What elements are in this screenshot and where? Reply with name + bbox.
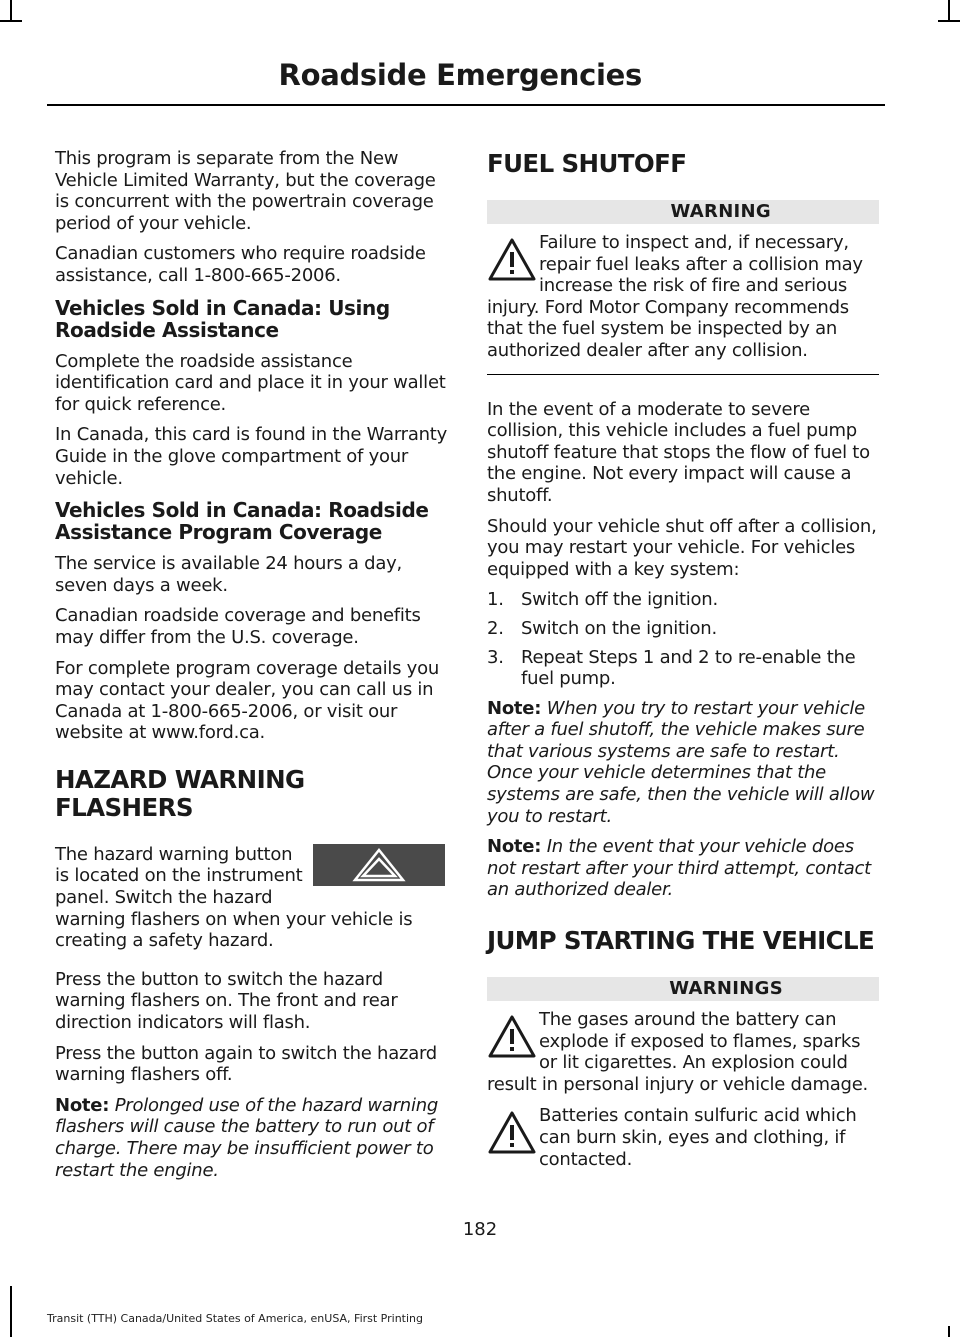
note-text: Prolonged use of the hazard warning flashers will cause the battery to run out of charge. There may be insufficient power to restart the engine. [55, 1094, 439, 1181]
crop-mark-top-right [948, 0, 950, 22]
paragraph-with-icon [55, 844, 447, 952]
page-number: 182 [462, 1219, 498, 1240]
crop-mark-bottom-right [948, 1326, 950, 1337]
crop-mark-bottom-left [10, 1286, 12, 1337]
list-item: 3. Repeat Steps 1 and 2 to re-enable the fuel pump. [487, 646, 856, 690]
section-heading: Vehicles Sold in Canada: Using Roadside Assistance [55, 295, 390, 342]
paragraph-text: The hazard warning button is located on the instrument panel. Switch the hazard warning flashers on when your vehicle is creating a safety hazard. [55, 843, 413, 952]
steps-list [487, 589, 879, 689]
warnings-header: WARNINGS [487, 977, 879, 1001]
chapter-heading: HAZARD WARNING FLASHERS [55, 764, 305, 822]
paragraph: Canadian roadside coverage and benefits may differ from the U.S. coverage. [55, 605, 421, 648]
crop-mark-top-right-h [938, 20, 960, 22]
paragraph: Canadian customers who require roadside assistance, call 1-800-665-2006. [55, 243, 426, 286]
footer-text: Transit (TTH) Canada/United States of America, enUSA, First Printing [47, 1312, 423, 1325]
paragraph: For complete program coverage details you may contact your dealer, you can call us in Canada at 1-800-665-2006, or visit our website at www.ford.ca. [55, 657, 440, 744]
warning-text: Failure to inspect and, if necessary, repair fuel leaks after a collision may increase the risk of fire and serious injury. Ford Motor Company recommends that the fuel system be inspected by an authorized dealer after any collision. [487, 232, 863, 361]
note-label: Note: [487, 836, 542, 858]
crop-mark-top-left [10, 0, 12, 22]
hazard-icon [313, 844, 445, 892]
warning-item [487, 1105, 879, 1170]
warning-item [487, 1009, 879, 1095]
warning-header: WARNING [487, 200, 879, 224]
list-item: 2. Switch on the ignition. [487, 617, 717, 639]
note-text: In the event that your vehicle does not restart after your third attempt, contact an authorized dealer. [487, 836, 871, 901]
paragraph: Should your vehicle shut off after a collision, you may restart your vehicle. For vehicles equipped with a key system: [487, 515, 877, 580]
note [487, 698, 879, 828]
note [487, 836, 879, 901]
note-label: Note: [55, 1094, 110, 1116]
section-heading: Vehicles Sold in Canada: Roadside Assistance Program Coverage [55, 498, 429, 545]
paragraph: The service is available 24 hours a day, seven days a week. [55, 553, 403, 596]
hazard-triangle-icon [313, 844, 445, 886]
crop-mark-top-left-h [0, 20, 22, 22]
list-item: 1. Switch off the ignition. [487, 589, 718, 611]
warning-triangle-icon [487, 1014, 537, 1059]
header-divider [47, 104, 885, 106]
note [55, 1095, 447, 1181]
warning-triangle-icon [487, 237, 537, 282]
warning-text: Batteries contain sulfuric acid which can burn skin, eyes and clothing, if contacted. [539, 1105, 857, 1170]
paragraph: Complete the roadside assistance identification card and place it in your wallet for quick reference. [55, 350, 446, 415]
paragraph: In the event of a moderate to severe collision, this vehicle includes a fuel pump shutoff feature that stops the flow of fuel to the engine. Not every impact will cause a shutoff. [487, 398, 870, 506]
warning-item [487, 232, 879, 362]
paragraph: Press the button again to switch the hazard warning flashers off. [55, 1042, 437, 1086]
right-column [487, 148, 879, 1180]
paragraph: This program is separate from the New Vehicle Limited Warranty, but the coverage is concurrent with the powertrain coverage period of your vehicle. [55, 148, 436, 234]
left-column [55, 148, 447, 1190]
page-title: Roadside Emergencies [278, 58, 642, 92]
chapter-heading: JUMP STARTING THE VEHICLE [487, 926, 875, 956]
chapter-heading: FUEL SHUTOFF [487, 149, 687, 178]
note-label: Note: [487, 697, 542, 719]
note-text: When you try to restart your vehicle after a fuel shutoff, the vehicle makes sure that various systems are safe to restart. Once your vehicle determines that the systems are safe, then the vehicle will allow you to restart. [487, 697, 875, 827]
warning-text: The gases around the battery can explode if exposed to flames, sparks or lit cigarettes. An explosion could result in personal injury or vehicle damage. [487, 1009, 869, 1095]
warning-triangle-icon [487, 1110, 537, 1155]
warning-divider [487, 374, 879, 375]
paragraph: Press the button to switch the hazard warning flashers on. The front and rear direction indicators will flash. [55, 968, 398, 1034]
paragraph: In Canada, this card is found in the Warranty Guide in the glove compartment of your vehicle. [55, 424, 447, 489]
